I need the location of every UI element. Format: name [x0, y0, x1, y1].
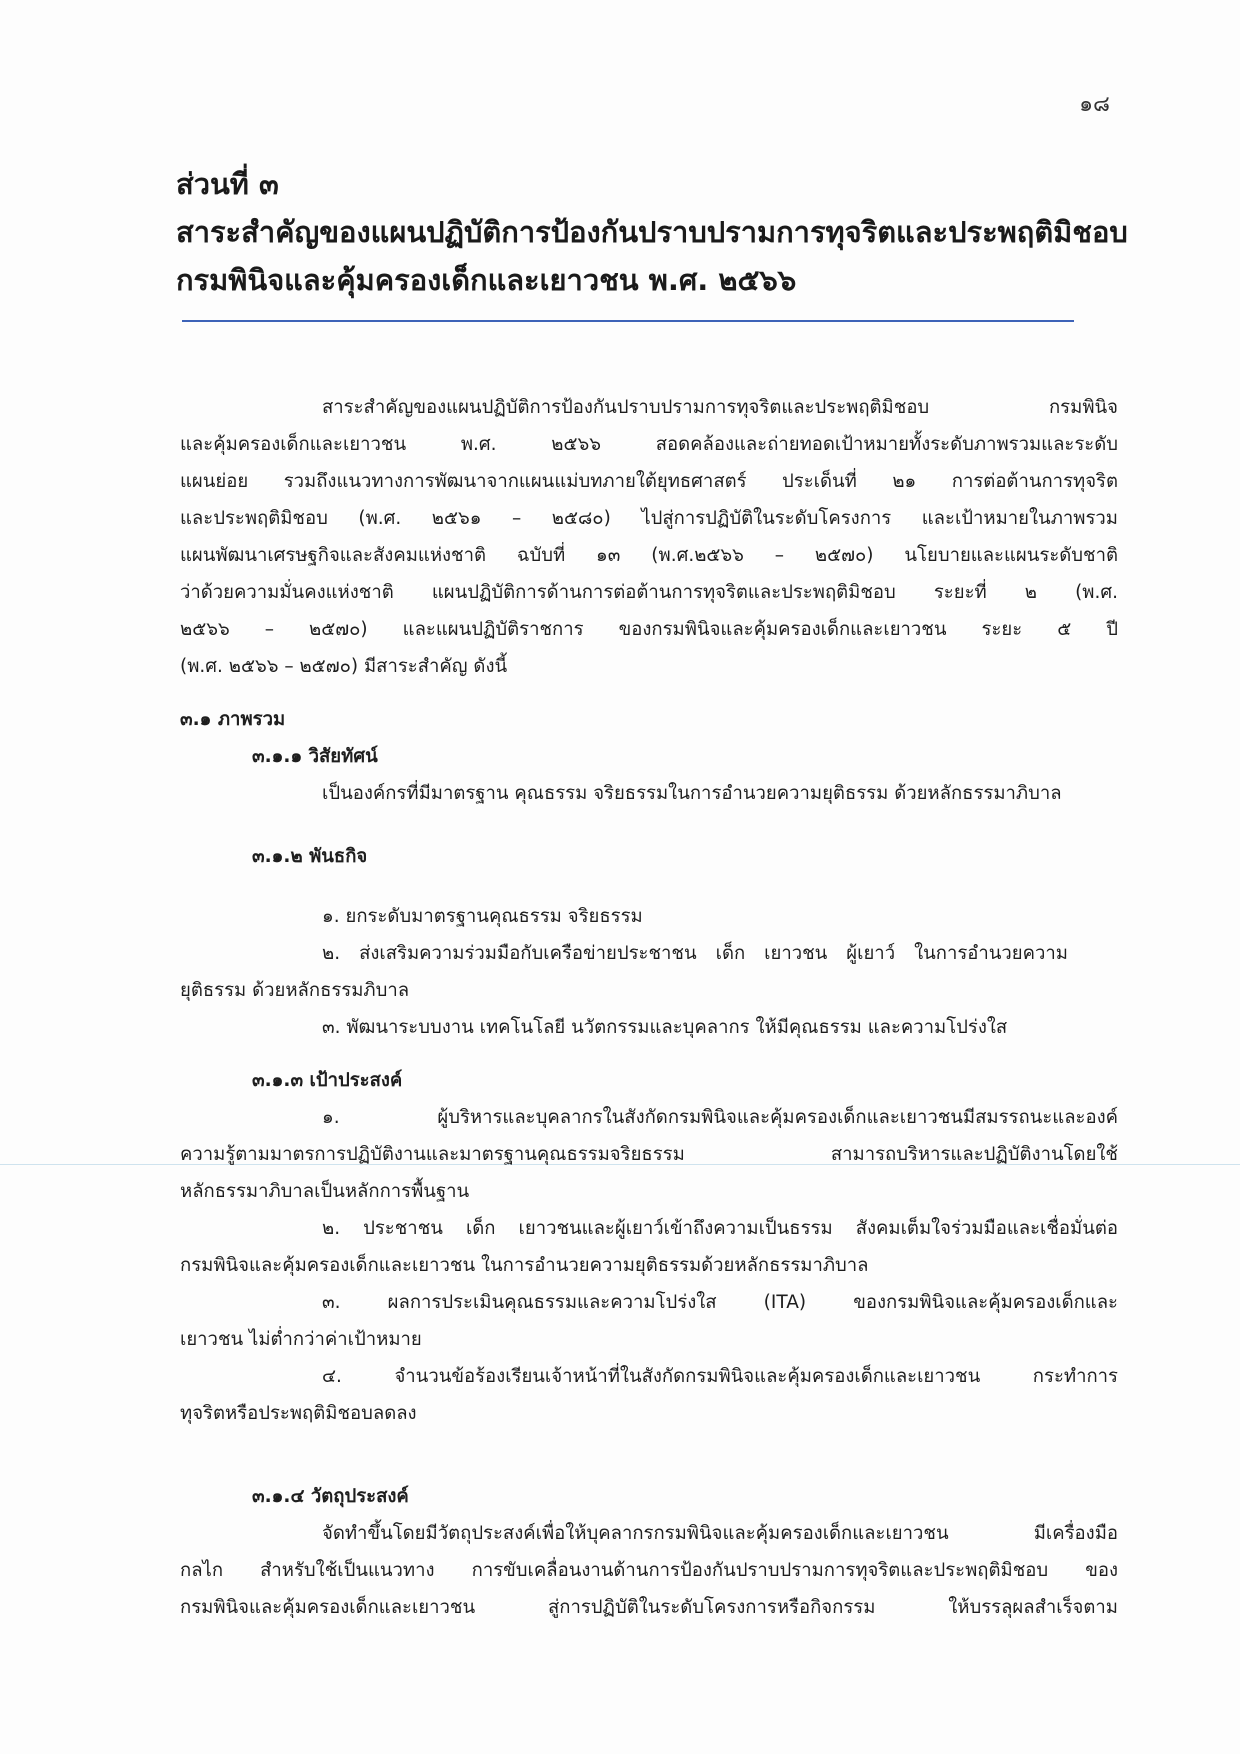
mission-item-2-line-1: ๒. ส่งเสริมความร่วมมือกับเครือข่ายประชาชน เด็ก เยาวชน ผู้เยาว์ ในการอำนวยความ	[322, 943, 1068, 964]
vision-title: ๓.๑.๑ วิสัยทัศน์	[252, 746, 378, 767]
part-heading	[176, 160, 1136, 304]
goals-title: ๓.๑.๓ เป้าประสงค์	[252, 1070, 403, 1091]
intro-line-4: และประพฤติมิชอบ (พ.ศ. ๒๕๖๑ – ๒๕๘๐) ไปสู่การปฏิบัติในระดับโครงการ และเป้าหมายในภาพรวม	[180, 508, 1118, 529]
intro-line-7: ๒๕๖๖ – ๒๕๗๐) และแผนปฏิบัติราชการ ของกรมพินิจและคุ้มครองเด็กและเยาวชน ระยะ ๕ ปี	[180, 619, 1118, 640]
goal-2-line-1: ๒. ประชาชน เด็ก เยาวชนและผู้เยาว์เข้าถึงความเป็นธรรม สังคมเต็มใจร่วมมือและเชื่อมั่นต่อ	[322, 1218, 1118, 1239]
goal-4-line-2: ทุจริตหรือประพฤติมิชอบลดลง	[180, 1403, 417, 1424]
goal-1-line-1: ๑. ผู้บริหารและบุคลากรในสังกัดกรมพินิจและคุ้มครองเด็กและเยาวชนมีสมรรถนะและองค์	[322, 1107, 1118, 1128]
goal-1-line-3: หลักธรรมาภิบาลเป็นหลักการพื้นฐาน	[180, 1181, 470, 1202]
goal-3-line-2: เยาวชน ไม่ต่ำกว่าค่าเป้าหมาย	[180, 1329, 422, 1350]
objectives-line-1: จัดทำขึ้นโดยมีวัตถุประสงค์เพื่อให้บุคลากรกรมพินิจและคุ้มครองเด็กและเยาวชน มีเครื่องมือ	[322, 1523, 1118, 1544]
mission-title: ๓.๑.๒ พันธกิจ	[252, 846, 368, 867]
part-title-line-2: กรมพินิจและคุ้มครองเด็กและเยาวชน พ.ศ. ๒๕๖๖	[176, 263, 797, 297]
vision-text: เป็นองค์กรที่มีมาตรฐาน คุณธรรม จริยธรรมในการอำนวยความยุติธรรม ด้วยหลักธรรมาภิบาล	[322, 783, 1062, 804]
goal-3-line-1: ๓. ผลการประเมินคุณธรรมและความโปร่งใส (ITA) ของกรมพินิจและคุ้มครองเด็กและ	[322, 1292, 1118, 1313]
objectives-title: ๓.๑.๔ วัตถุประสงค์	[252, 1486, 409, 1507]
mission-item-3: ๓. พัฒนาระบบงาน เทคโนโลยี นวัตกรรมและบุคลากร ให้มีคุณธรรม และความโปร่งใส	[322, 1017, 1008, 1038]
intro-line-8: (พ.ศ. ๒๕๖๖ – ๒๕๗๐) มีสาระสำคัญ ดังนี้	[180, 656, 508, 677]
mission-item-2-line-2: ยุติธรรม ด้วยหลักธรรมภิบาล	[180, 980, 410, 1001]
goal-4-line-1: ๔. จำนวนข้อร้องเรียนเจ้าหน้าที่ในสังกัดกรมพินิจและคุ้มครองเด็กและเยาวชน กระทำการ	[322, 1366, 1118, 1387]
mission-item-1: ๑. ยกระดับมาตรฐานคุณธรรม จริยธรรม	[322, 906, 643, 927]
goal-2-line-2: กรมพินิจและคุ้มครองเด็กและเยาวชน ในการอำนวยความยุติธรรมด้วยหลักธรรมาภิบาล	[180, 1255, 869, 1276]
heading-divider	[182, 320, 1074, 322]
goal-1-line-2: ความรู้ตามมาตรการปฏิบัติงานและมาตรฐานคุณธรรมจริยธรรม สามารถบริหารและปฏิบัติงานโดยใช้	[180, 1144, 1118, 1165]
part-title-line-1: สาระสำคัญของแผนปฏิบัติการป้องกันปราบปรามการทุจริตและประพฤติมิชอบ	[176, 215, 1128, 249]
part-label: ส่วนที่ ๓	[176, 167, 279, 201]
section-3-1-title: ๓.๑ ภาพรวม	[180, 709, 286, 730]
intro-line-3: แผนย่อย รวมถึงแนวทางการพัฒนาจากแผนแม่บทภายใต้ยุทธศาสตร์ ประเด็นที่ ๒๑ การต่อต้านการทุจริต	[180, 471, 1118, 492]
intro-line-2: และคุ้มครองเด็กและเยาวชน พ.ศ. ๒๕๖๖ สอดคล้องและถ่ายทอดเป้าหมายทั้งระดับภาพรวมและระดับ	[180, 434, 1118, 455]
intro-line-1: สาระสำคัญของแผนปฏิบัติการป้องกันปราบปรามการทุจริตและประพฤติมิชอบ กรมพินิจ	[322, 397, 1118, 418]
objectives-line-3: กรมพินิจและคุ้มครองเด็กและเยาวชน สู่การปฏิบัติในระดับโครงการหรือกิจกรรม ให้บรรลุผลสำเร็จตาม	[180, 1597, 1118, 1618]
intro-line-6: ว่าด้วยความมั่นคงแห่งชาติ แผนปฏิบัติการด้านการต่อต้านการทุจริตและประพฤติมิชอบ ระยะที่ ๒ (พ.ศ.	[180, 582, 1118, 603]
intro-line-5: แผนพัฒนาเศรษฐกิจและสังคมแห่งชาติ ฉบับที่ ๑๓ (พ.ศ.๒๕๖๖ – ๒๕๗๐) นโยบายและแผนระดับชาติ	[180, 545, 1118, 566]
objectives-line-2: กลไก สำหรับใช้เป็นแนวทาง การขับเคลื่อนงานด้านการป้องกันปราบปรามการทุจริตและประพฤติมิชอบ ของ	[180, 1560, 1118, 1581]
page-number: ๑๘	[1079, 92, 1110, 117]
